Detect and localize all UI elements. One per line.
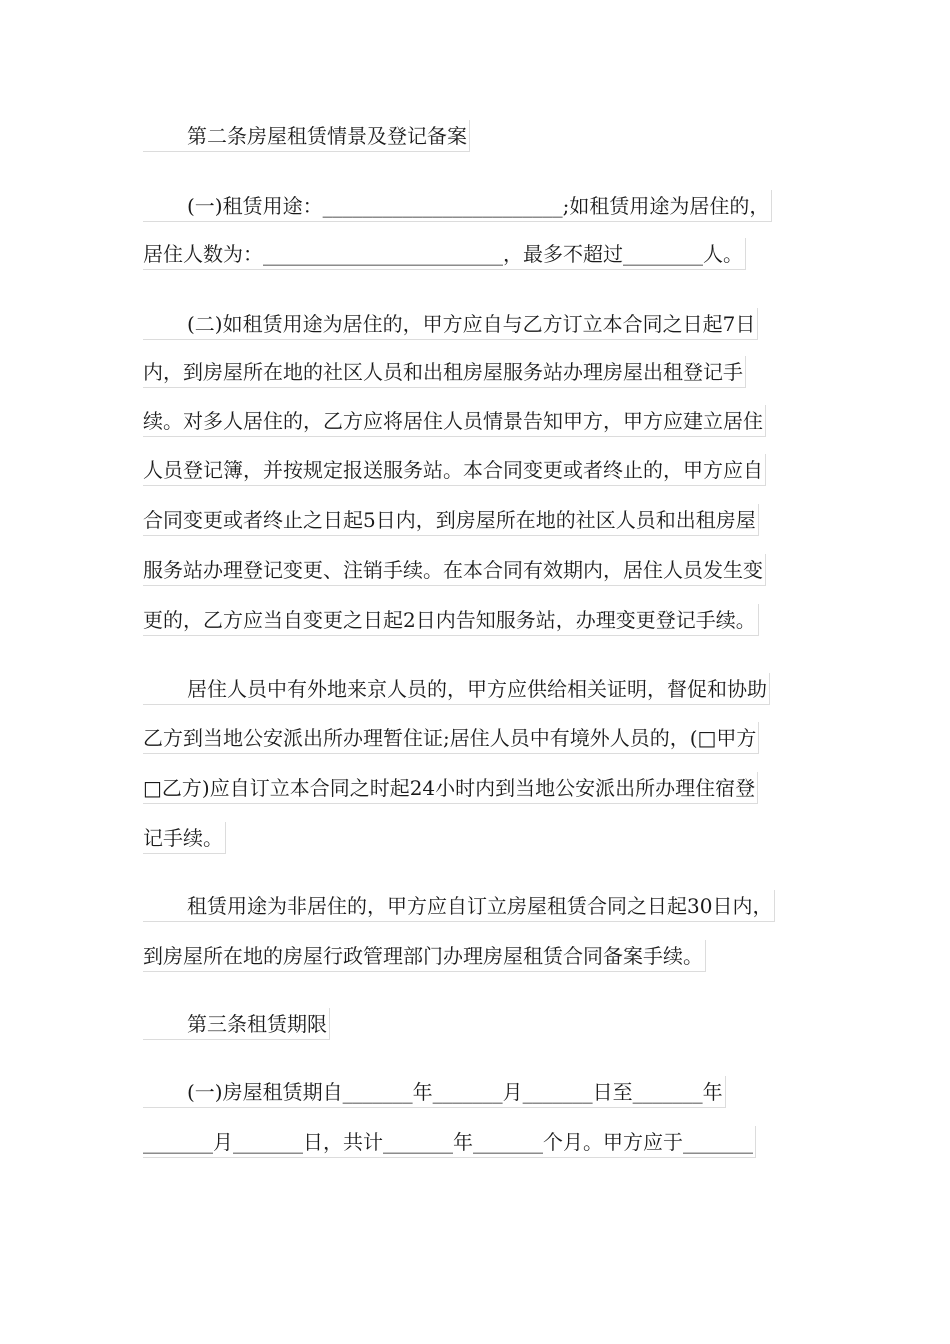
text-line: (二)如租赁用途为居住的，甲方应自与乙方订立本合同之日起7日 xyxy=(143,308,758,340)
text-line: 合同变更或者终止之日起5日内，到房屋所在地的社区人员和出租房屋 xyxy=(143,504,759,536)
text-line: 居住人员中有外地来京人员的，甲方应供给相关证明，督促和协助 xyxy=(143,673,770,705)
section-heading-article-3: 第三条租赁期限 xyxy=(143,1008,330,1040)
text-line: 人员登记簿，并按规定报送服务站。本合同变更或者终止的，甲方应自 xyxy=(143,454,766,486)
text-line: 租赁用途为非居住的，甲方应自订立房屋租赁合同之日起30日内， xyxy=(143,890,775,922)
text-line: 到房屋所在地的房屋行政管理部门办理房屋租赁合同备案手续。 xyxy=(143,940,706,972)
text-line: 居住人数为：________________________，最多不超过________人。 xyxy=(143,238,746,270)
text-line: 乙方到当地公安派出所办理暂住证;居住人员中有境外人员的，(□甲方 xyxy=(143,722,759,754)
text-line: (一)租赁用途：________________________;如租赁用途为居住的， xyxy=(143,190,772,222)
text-line: _______月_______日，共计_______年_______个月。甲方应于_______ xyxy=(143,1126,756,1158)
text-line: (一)房屋租赁期自_______年_______月_______日至_______年 xyxy=(143,1076,726,1108)
text-line: 服务站办理登记变更、注销手续。在本合同有效期内，居住人员发生变 xyxy=(143,554,766,586)
text-line: 更的，乙方应当自变更之日起2日内告知服务站，办理变更登记手续。 xyxy=(143,604,759,636)
text-line: 续。对多人居住的，乙方应将居住人员情景告知甲方，甲方应建立居住 xyxy=(143,405,766,437)
text-line: 内，到房屋所在地的社区人员和出租房屋服务站办理房屋出租登记手 xyxy=(143,356,746,388)
text-line: □乙方)应自订立本合同之时起24小时内到当地公安派出所办理住宿登 xyxy=(143,772,758,804)
text-line: 记手续。 xyxy=(143,822,226,854)
section-heading-article-2: 第二条房屋租赁情景及登记备案 xyxy=(143,120,470,152)
